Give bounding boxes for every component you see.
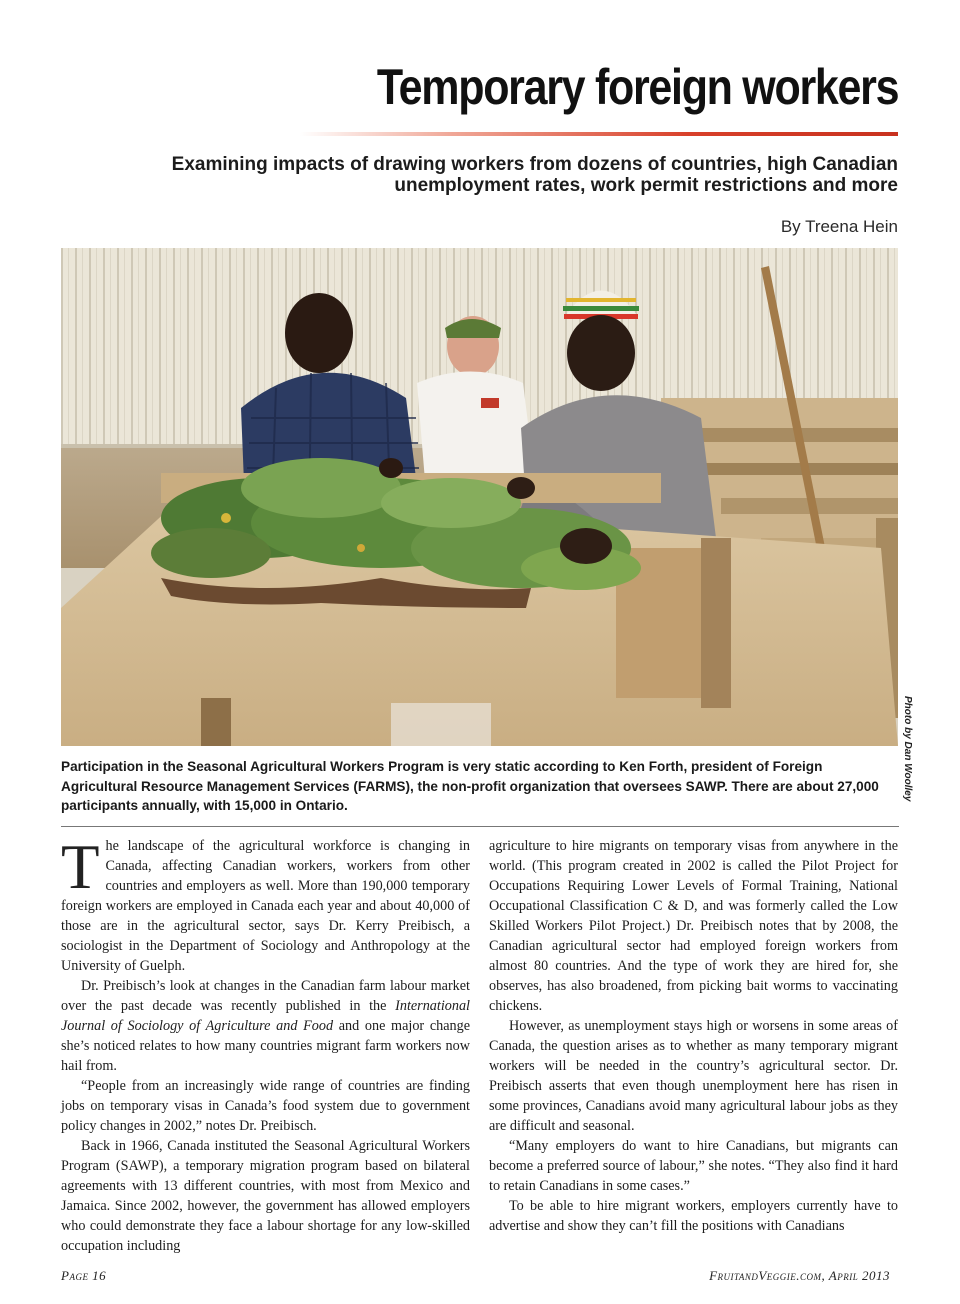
paragraph: agriculture to hire migrants on temporary visas from anywhere in the world. (This program created in 2002 is called the Pilot Project for Occupations Requiring Lower Levels of Formal Training, National Occupational Classification C & D, and was formerly called the Low Skilled Workers Pilot Project.) Dr. Preibisch notes that by 2008, the Canadian agricultural sector had employed foreign workers from almost 80 countries. And the type of work they are hired for, she observes, has also broadened, from picking bait worms to vaccinating chickens. (489, 838, 898, 1014)
paragraph: Back in 1966, Canada instituted the Seasonal Agricultural Workers Program (SAWP), a temporary migration program based on bilateral agreements with 13 different countries, with most from Mexico and Jamaica. Since 2002, however, the government has allowed employers who could demonstrate they face a labour shortage for any low-skilled occupation including (61, 1138, 470, 1254)
drop-cap: T (61, 832, 100, 902)
article-photo (61, 248, 898, 746)
caption-divider (61, 826, 899, 827)
paragraph-text: and one major change she’s noticed relates to how many countries migrant farm workers now hail from. (61, 1018, 470, 1074)
byline: By Treena Hein (780, 217, 898, 236)
article-subtitle: Examining impacts of drawing workers from dozens of countries, high Canadian unemployment rates, work permit restrictions and more (171, 154, 898, 196)
paragraph: However, as unemployment stays high or worsens in some areas of Canada, the question arises as to whether as many temporary migrant workers will be needed in the country’s agricultural sector. Dr. Preibisch asserts that even though unemployment here has risen in some provinces, Canadians avoid many agricultural labour jobs as they are difficult and seasonal. (489, 1018, 898, 1134)
article-column-left (61, 832, 470, 1256)
photo-credit: Photo by Dan Woolley (902, 696, 913, 802)
paragraph-text: Dr. Preibisch’s look at changes in the Canadian farm labour market over the past decade was recently published in the (61, 978, 470, 1014)
paragraph: “People from an increasingly wide range of countries are finding jobs on temporary visas in Canada’s food system due to government policy changes in 2002,” notes Dr. Preibisch. (61, 1078, 470, 1134)
paragraph (61, 976, 470, 1076)
journal-title: International Journal of Sociology of Agriculture and Food (61, 998, 470, 1034)
paragraph: “Many employers do want to hire Canadians, but migrants can become a preferred source of labour,” she notes. “They also find it hard to retain Canadians in some cases.” (489, 1138, 898, 1194)
page-number: Page 16 (61, 1268, 107, 1283)
publication-info: FruitandVeggie.com, April 2013 (709, 1268, 890, 1283)
photo-caption: Participation in the Seasonal Agricultural Workers Program is very static according to Ken Forth, president of Foreign Agricultural Resource Management Services (FARMS), the non-profit organization that oversees SAWP. There are about 27,000 participants annually, with 15,000 in Ontario. (61, 759, 879, 813)
title-underline (300, 132, 898, 136)
paragraph (61, 832, 470, 976)
paragraph-text: he landscape of the agricultural workforce is changing in Canada, affecting Canadian workers, workers from other countries and employers as well. More than 190,000 temporary foreign workers are employed in Canada each year and about 40,000 of those are in the agricultural sector, says Dr. Kerry Preibisch, a sociologist in the Department of Sociology and Anthropology at the University of Guelph. (61, 838, 470, 974)
paragraph: To be able to hire migrant workers, employers currently have to advertise and show they can’t fill the positions with Canadians (489, 1198, 898, 1234)
article-column-right (489, 836, 898, 1236)
photo-illustration (61, 248, 898, 746)
article-title: Temporary foreign workers (376, 59, 898, 115)
